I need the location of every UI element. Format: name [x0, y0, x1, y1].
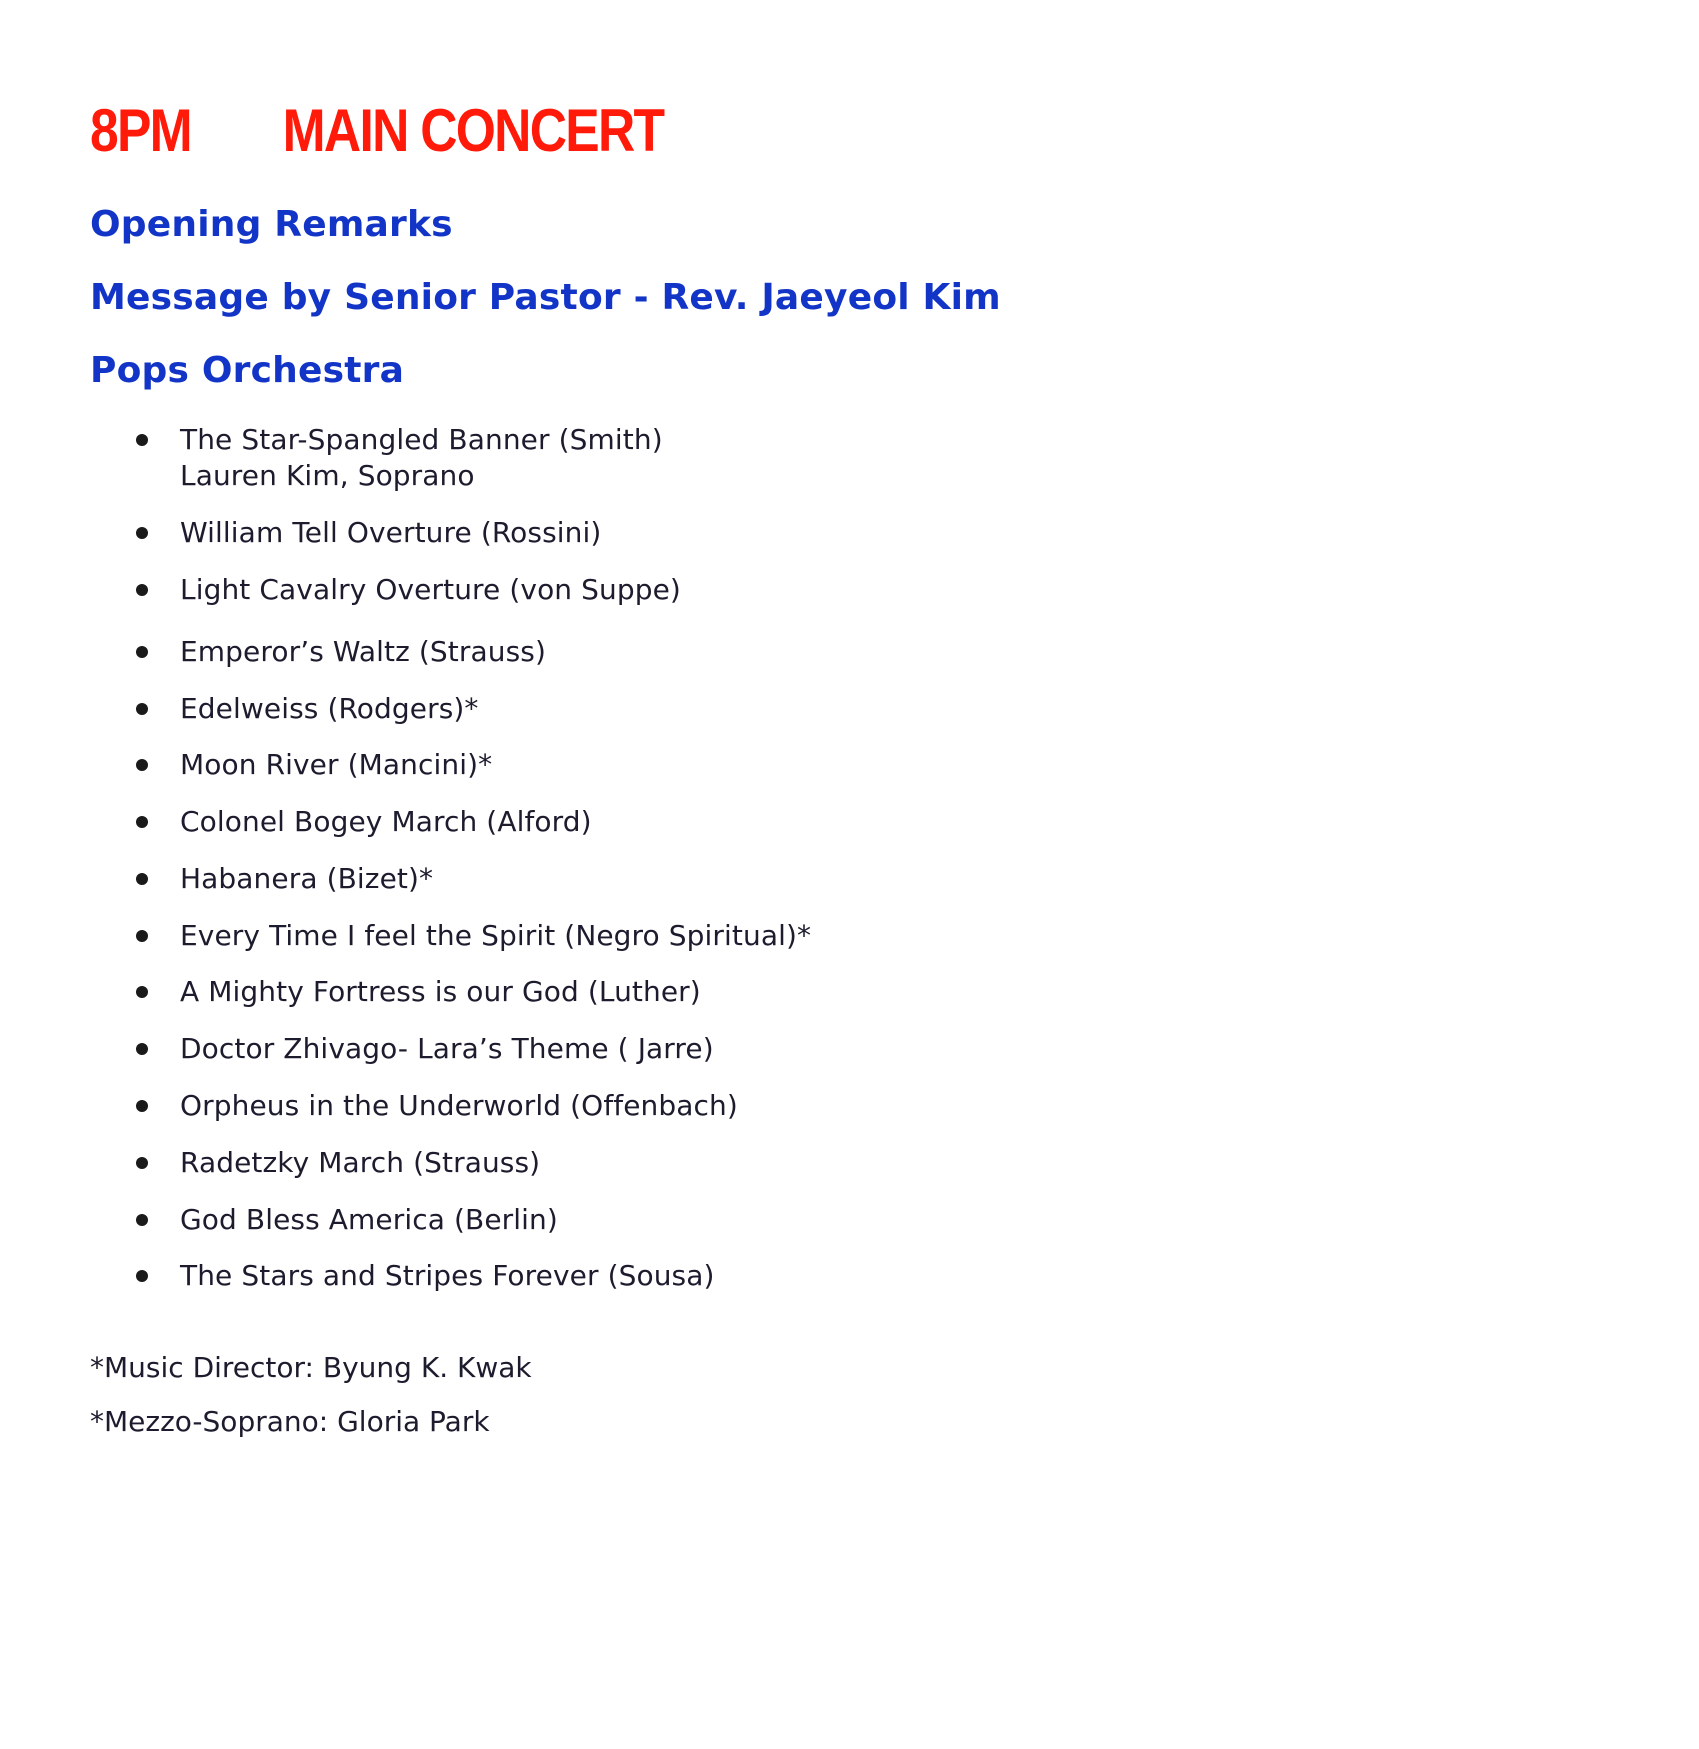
bullet-icon — [136, 703, 148, 715]
bullet-icon — [136, 1043, 148, 1055]
footnote-mezzo-soprano: *Mezzo-Soprano: Gloria Park — [90, 1405, 490, 1438]
program-title: Light Cavalry Overture (von Suppe) — [180, 573, 681, 606]
bullet-icon — [136, 646, 148, 658]
bullet-icon — [136, 1214, 148, 1226]
program-title: Habanera (Bizet)* — [180, 862, 434, 895]
program-title: A Mighty Fortress is our God (Luther) — [180, 975, 701, 1008]
concert-time: 8PM — [90, 97, 191, 164]
bullet-icon — [136, 816, 148, 828]
program-title: The Stars and Stripes Forever (Sousa) — [180, 1259, 715, 1292]
program-title: Emperor’s Waltz (Strauss) — [180, 635, 546, 668]
program-title: William Tell Overture (Rossini) — [180, 516, 602, 549]
program-performer: Lauren Kim, Soprano — [180, 459, 475, 492]
heading-opening-remarks: Opening Remarks — [90, 204, 453, 245]
program-title: Moon River (Mancini)* — [180, 748, 493, 781]
bullet-icon — [136, 873, 148, 885]
program-title: The Star-Spangled Banner (Smith) — [180, 423, 663, 456]
bullet-icon — [136, 986, 148, 998]
concert-title: MAIN CONCERT — [282, 97, 664, 164]
bullet-icon — [136, 527, 148, 539]
bullet-icon — [136, 759, 148, 771]
program-title: Orpheus in the Underworld (Offenbach) — [180, 1089, 738, 1122]
bullet-icon — [136, 434, 148, 446]
program-title: Colonel Bogey March (Alford) — [180, 805, 592, 838]
program-title: Radetzky March (Strauss) — [180, 1146, 541, 1179]
program-title: Every Time I feel the Spirit (Negro Spiritual)* — [180, 919, 812, 952]
heading-senior-pastor-message: Message by Senior Pastor - Rev. Jaeyeol Kim — [90, 277, 1001, 318]
bullet-icon — [136, 1157, 148, 1169]
program-title: God Bless America (Berlin) — [180, 1203, 558, 1236]
heading-pops-orchestra: Pops Orchestra — [90, 350, 405, 391]
bullet-icon — [136, 930, 148, 942]
bullet-icon — [136, 1100, 148, 1112]
bullet-icon — [136, 1270, 148, 1282]
footnote-music-director: *Music Director: Byung K. Kwak — [90, 1351, 532, 1384]
program-title: Edelweiss (Rodgers)* — [180, 692, 479, 725]
bullet-icon — [136, 584, 148, 596]
program-title: Doctor Zhivago- Lara’s Theme ( Jarre) — [180, 1032, 714, 1065]
